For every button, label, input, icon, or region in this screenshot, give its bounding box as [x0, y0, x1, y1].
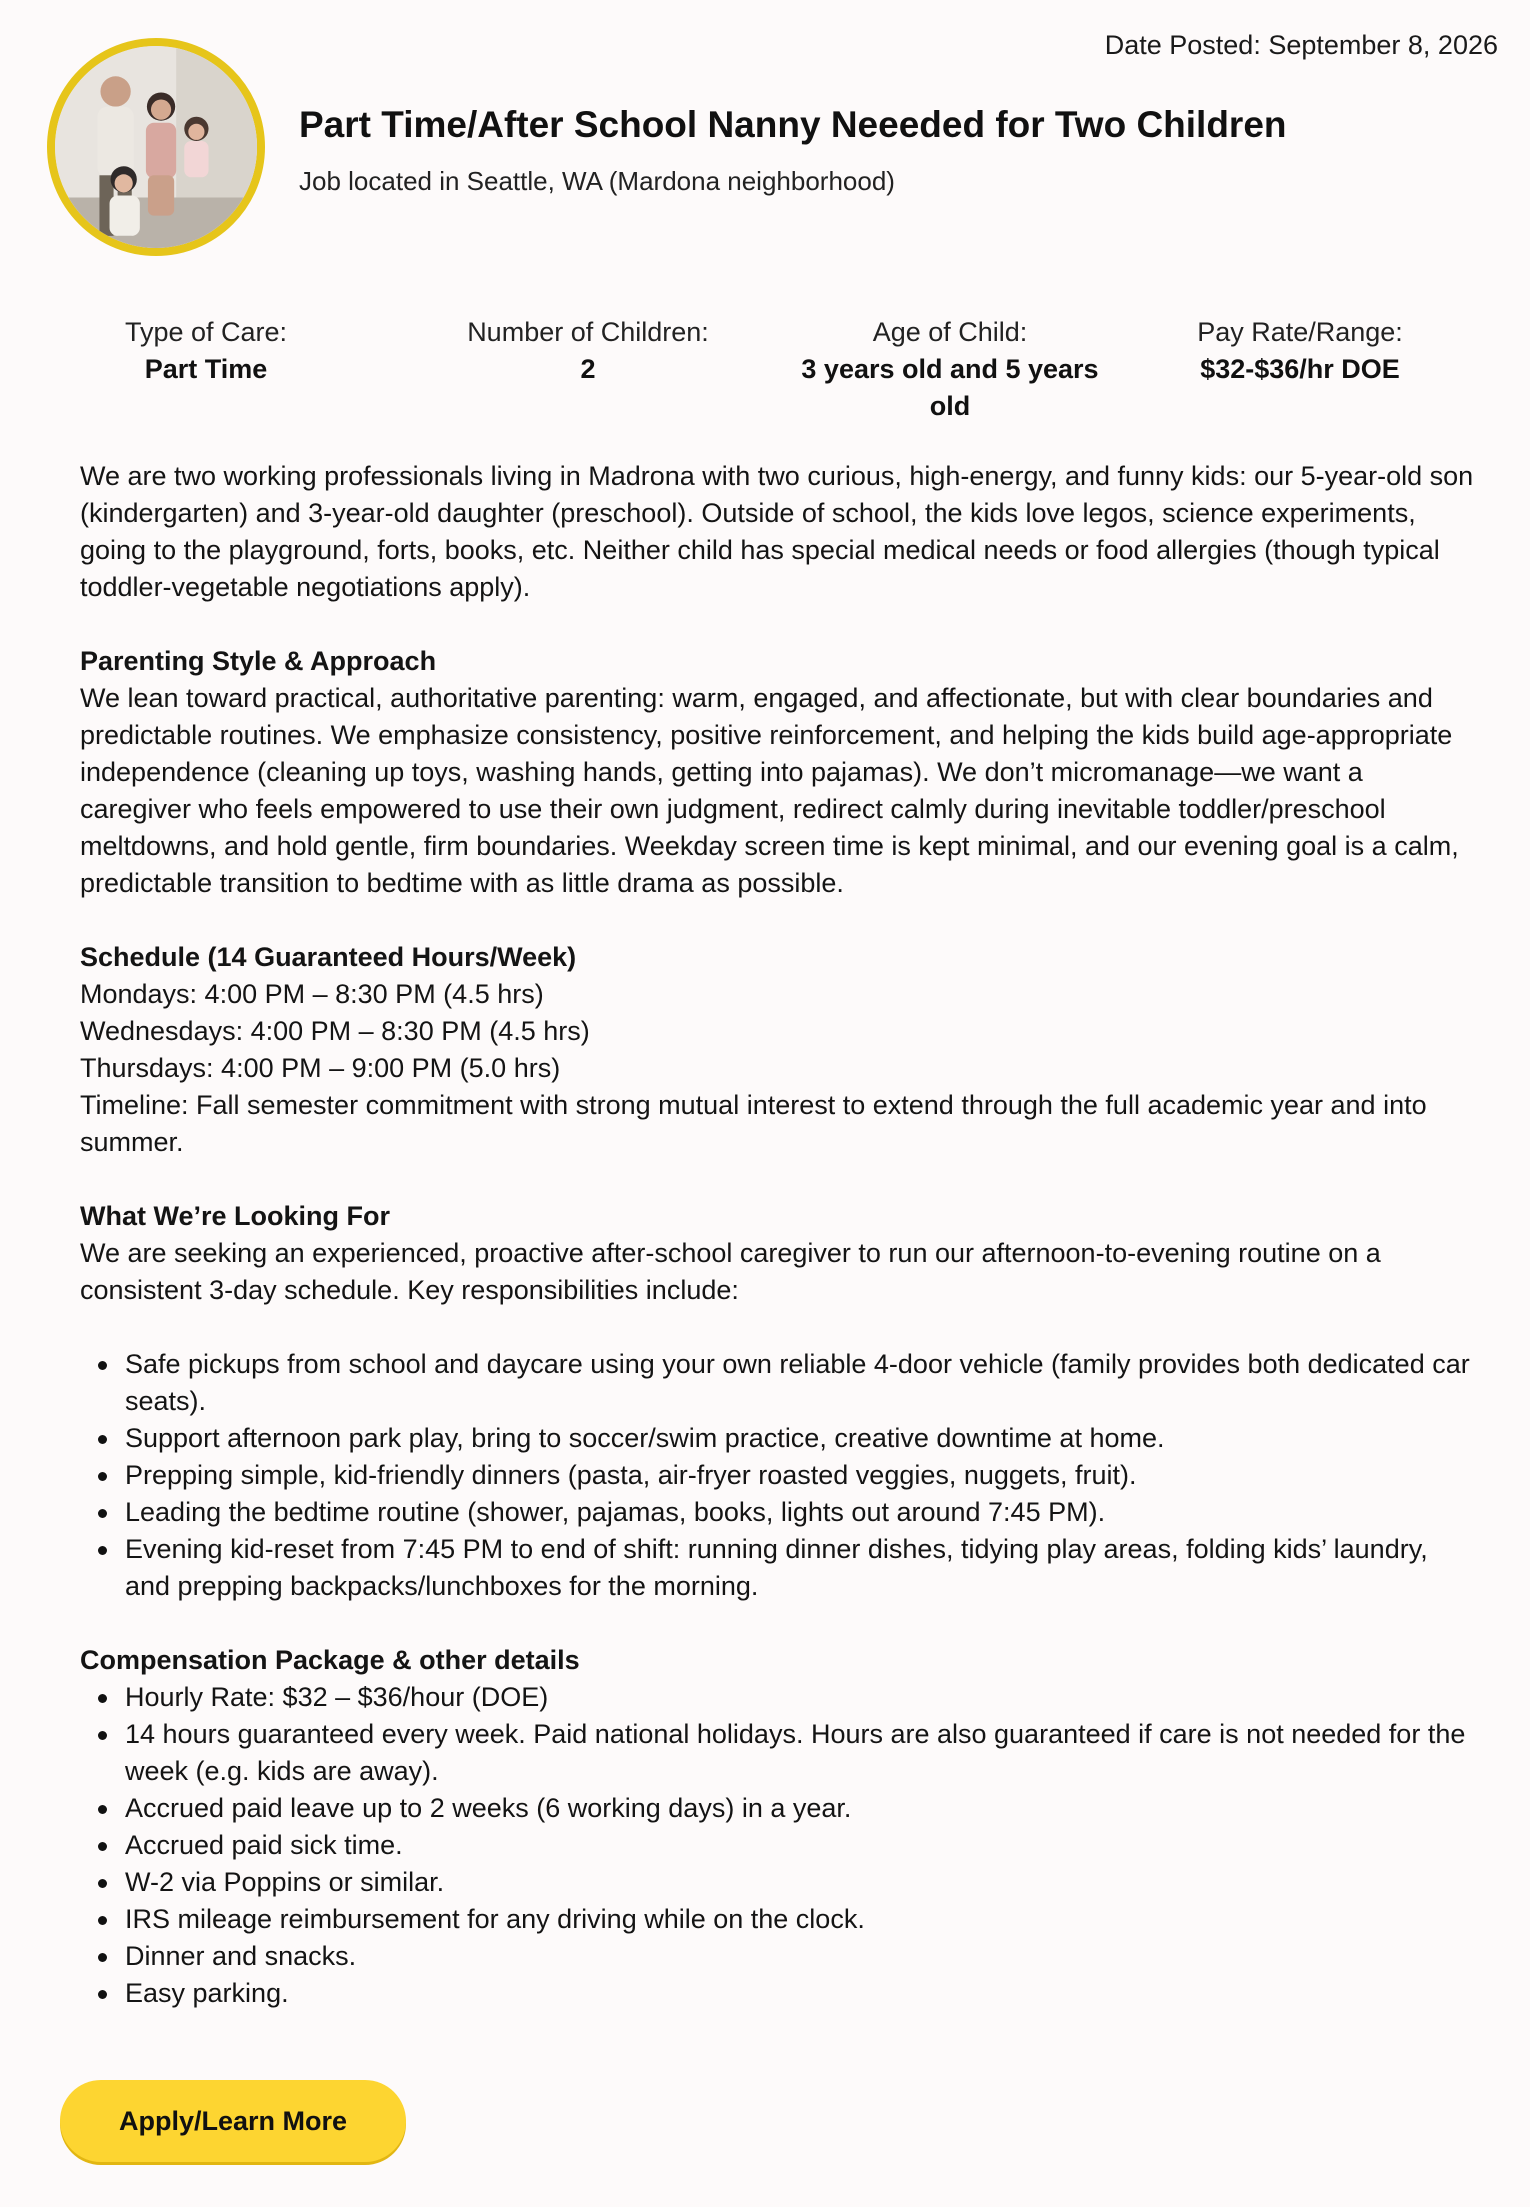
job-description — [80, 458, 1480, 2012]
fact-value: 2 — [580, 354, 596, 384]
fact-type-of-care — [86, 314, 326, 388]
job-facts — [0, 314, 1530, 444]
fact-value: Part Time — [144, 354, 268, 384]
schedule-line: Mondays: 4:00 PM – 8:30 PM (4.5 hrs) — [80, 979, 544, 1009]
looking-for-body: We are seeking an experienced, proactive after-school caregiver to run our afternoon-to-evening routine on a consistent 3-day schedule. Key responsibilities include: — [80, 1238, 1381, 1305]
page-title: Part Time/After School Nanny Neeeded for Two Children — [299, 104, 1287, 145]
list-item: Dinner and snacks. — [125, 1938, 1480, 1975]
parenting-heading: Parenting Style & Approach — [80, 646, 437, 676]
fact-value: 3 years old and 5 years old — [801, 354, 1099, 421]
list-item: Safe pickups from school and daycare using your own reliable 4-door vehicle (family provides both dedicated car seats). — [125, 1346, 1480, 1420]
parenting-body: We lean toward practical, authoritative parenting: warm, engaged, and affectionate, but with clear boundaries and predictable routines. We emphasize consistency, positive reinforcement, and helping the kids build age-appropriate independence (cleaning up toys, washing hands, getting into pajamas). We don’t micromanage—we want a caregiver who feels empowered to use their own judgment, redirect calmly during inevitable toddler/preschool meltdowns, and hold gentle, firm boundaries. Weekday screen time is kept minimal, and our evening goal is a calm, predictable transition to bedtime with as little drama as possible. — [80, 683, 1459, 898]
looking-for-heading: What We’re Looking For — [80, 1201, 390, 1231]
schedule-heading: Schedule (14 Guaranteed Hours/Week) — [80, 942, 577, 972]
schedule-line: Thursdays: 4:00 PM – 9:00 PM (5.0 hrs) — [80, 1053, 561, 1083]
fact-label: Number of Children: — [467, 317, 709, 347]
list-item: W-2 via Poppins or similar. — [125, 1864, 1480, 1901]
fact-age-of-child — [790, 314, 1110, 425]
fact-pay-rate — [1150, 314, 1450, 388]
list-item: Support afternoon park play, bring to soccer/swim practice, creative downtime at home. — [125, 1420, 1480, 1457]
list-item: 14 hours guaranteed every week. Paid national holidays. Hours are also guaranteed if care is not needed for the week (e.g. kids are away). — [125, 1716, 1480, 1790]
schedule-timeline: Timeline: Fall semester commitment with strong mutual interest to extend through the full academic year and into summer. — [80, 1090, 1427, 1157]
schedule-line: Wednesdays: 4:00 PM – 8:30 PM (4.5 hrs) — [80, 1016, 590, 1046]
list-item: Accrued paid leave up to 2 weeks (6 working days) in a year. — [125, 1790, 1480, 1827]
list-item: Prepping simple, kid-friendly dinners (pasta, air-fryer roasted veggies, nuggets, fruit). — [125, 1457, 1480, 1494]
fact-label: Pay Rate/Range: — [1197, 317, 1403, 347]
compensation-list — [80, 1679, 1480, 2012]
intro-paragraph: We are two working professionals living in Madrona with two curious, high-energy, and funny kids: our 5-year-old son (kindergarten) and 3-year-old daughter (preschool). Outside of school, the kids love legos, science experiments, going to the playground, forts, books, etc. Neither child has special medical needs or food allergies (though typical toddler-vegetable negotiations apply). — [80, 461, 1474, 602]
apply-learn-more-button[interactable]: Apply/Learn More — [60, 2080, 406, 2162]
family-avatar — [47, 38, 265, 256]
list-item: Accrued paid sick time. — [125, 1827, 1480, 1864]
list-item: Evening kid-reset from 7:45 PM to end of shift: running dinner dishes, tidying play areas, folding kids’ laundry, and prepping backpacks/lunchboxes for the morning. — [125, 1531, 1480, 1605]
list-item: Easy parking. — [125, 1975, 1480, 2012]
responsibilities-list — [80, 1346, 1480, 1605]
date-posted: Date Posted: September 8, 2026 — [1104, 30, 1498, 60]
list-item: Hourly Rate: $32 – $36/hour (DOE) — [125, 1679, 1480, 1716]
job-location: Job located in Seattle, WA (Mardona neighborhood) — [299, 166, 895, 196]
fact-label: Type of Care: — [124, 317, 288, 347]
fact-value: $32-$36/hr DOE — [1200, 354, 1400, 384]
list-item: Leading the bedtime routine (shower, pajamas, books, lights out around 7:45 PM). — [125, 1494, 1480, 1531]
compensation-heading: Compensation Package & other details — [80, 1645, 580, 1675]
fact-label: Age of Child: — [872, 317, 1028, 347]
list-item: IRS mileage reimbursement for any driving while on the clock. — [125, 1901, 1480, 1938]
fact-number-of-children — [438, 314, 738, 388]
family-photo-icon — [55, 46, 257, 248]
